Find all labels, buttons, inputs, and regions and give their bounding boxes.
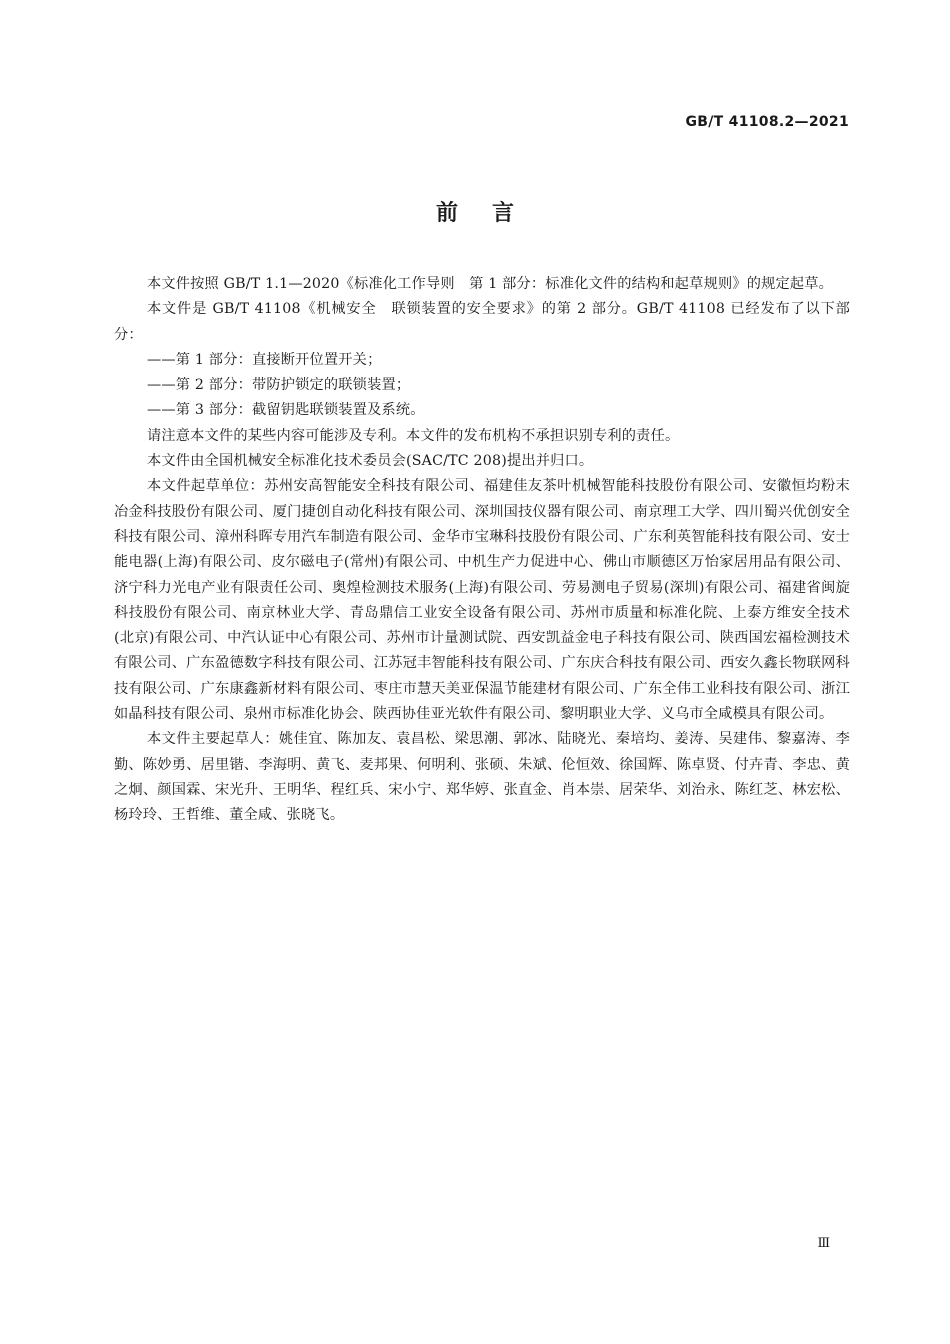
page-title: 前言 — [435, 201, 548, 226]
list-item-part-2: ——第 2 部分：带防护锁定的联锁装置； — [147, 377, 411, 394]
paragraph-drafters: 本文件主要起草人：姚佳宜、陈加友、袁昌松、梁思潮、郭冰、陆晓光、秦培均、姜涛、吴建伟、黎嘉涛、李勤、陈妙勇、居里锴、李海明、黄飞、麦邦果、何明利、张硕、朱斌、伦恒效、徐国辉、陈卓贤、付卉青、李忠、黄之炯、颜国霖、宋光升、王明华、程红兵、宋小宁、郑华婷、张直金、肖本崇、居荣华、刘治永、陈红芝、林宏松、杨玲玲、王哲维、董全咸、张晓飞。 — [114, 731, 850, 824]
list-item-part-3: ——第 3 部分：截留钥匙联锁装置及系统。 — [147, 402, 425, 419]
paragraph-series-intro: 本文件是 GB/T 41108《机械安全 联锁装置的安全要求》的第 2 部分。GB/T 41108 已经发布了以下部分： — [114, 301, 850, 343]
page-number: Ⅲ — [817, 1236, 830, 1251]
paragraph-drafting-units: 本文件起草单位：苏州安高智能安全科技有限公司、福建佳友茶叶机械智能科技股份有限公司、安徽恒均粉末冶金科技股份有限公司、厦门捷创自动化科技有限公司、深圳国技仪器有限公司、南京理工大学、四川蜀兴优创安全科技有限公司、漳州科晖专用汽车制造有限公司、金华市宝琳科技股份有限公司、广东利英智能科技有限公司、安士能电器(上海)有限公司、皮尔磁电子(常州)有限公司、中机生产力促进中心、佛山市顺德区万怡家居用品有限公司、济宁科力光电产业有限责任公司、奥煌检测技术服务(上海)有限公司、劳易测电子贸易(深圳)有限公司、福建省闽旋科技股份有限公司、南京林业大学、青岛鼎信工业安全设备有限公司、苏州市质量和标准化院、上泰方维安全技术(北京)有限公司、中汽认证中心有限公司、苏州市计量测试院、西安凯益金电子科技有限公司、陕西国宏福检测技术有限公司、广东盈德数字科技有限公司、江苏冠丰智能科技有限公司、广东庆合科技有限公司、西安久鑫长物联网科技有限公司、广东康鑫新材料有限公司、枣庄市慧天美亚保温节能建材有限公司、广东全伟工业科技有限公司、浙江如晶科技有限公司、泉州市标准化协会、陕西协佳亚光软件有限公司、黎明职业大学、义乌市全咸模具有限公司。 — [114, 478, 850, 723]
list-item-part-1: ——第 1 部分：直接断开位置开关； — [147, 351, 382, 368]
standard-number: GB/T 41108.2—2021 — [685, 114, 849, 130]
foreword-body — [114, 272, 850, 829]
paragraph-committee: 本文件由全国机械安全标准化技术委员会(SAC/TC 208)提出并归口。 — [147, 453, 594, 470]
paragraph-patent-notice: 请注意本文件的某些内容可能涉及专利。本文件的发布机构不承担识别专利的责任。 — [147, 427, 680, 444]
paragraph-drafting-rules: 本文件按照 GB/T 1.1—2020《标准化工作导则 第 1 部分：标准化文件的结构和起草规则》的规定起草。 — [147, 276, 834, 292]
